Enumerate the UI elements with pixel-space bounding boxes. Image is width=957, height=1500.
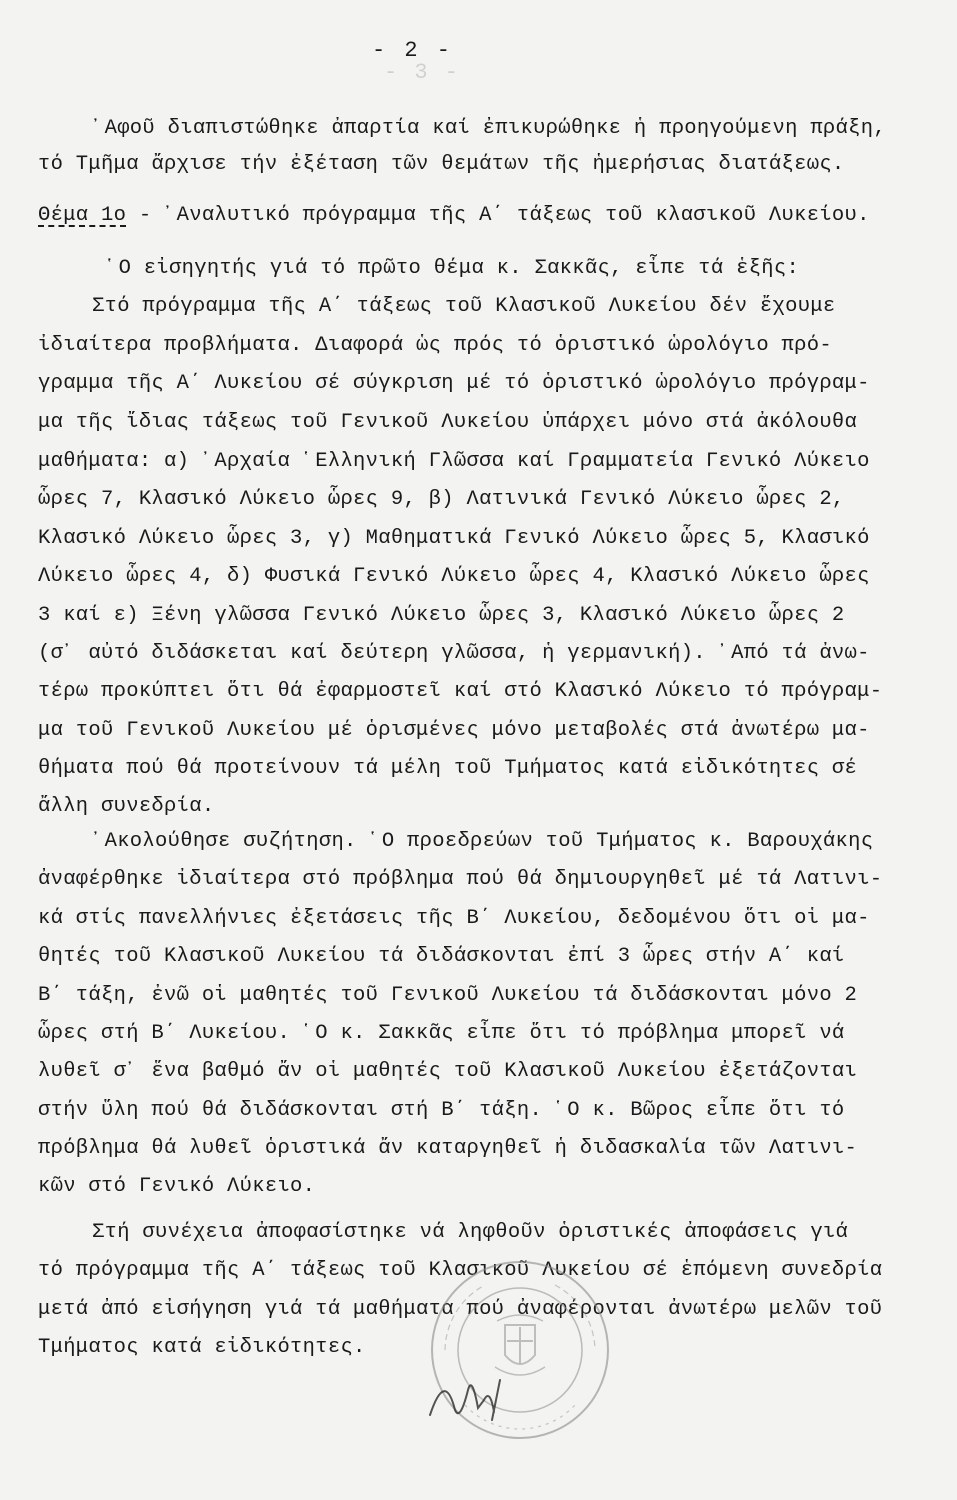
text-line: λυθεῖ σ᾿ ἕνα βαθμό ἄν οἱ μαθητές τοῦ Κλασικοῦ Λυκείου ἐξετάζονται: [38, 1060, 858, 1083]
text-line: τό Τμῆμα ἄρχισε τήν ἐξέταση τῶν θεμάτων τῆς ἡμερήσιας διατάξεως.: [38, 153, 845, 176]
theme-label: Θέμα 1ο: [38, 204, 127, 227]
text-line: μα τοῦ Γενικοῦ Λυκείου μέ ὁρισμένες μόνο μεταβολές στά ἀνωτέρω μα-: [38, 719, 870, 742]
text-line: γραμμα τῆς Α΄ Λυκείου σέ σύγκριση μέ τό ὁριστικό ὡρολόγιο πρόγραμ-: [38, 372, 870, 395]
text-line: μα τῆς ἴδιας τάξεως τοῦ Γενικοῦ Λυκείου ὑπάρχει μόνο στά ἀκόλουθα: [38, 411, 858, 434]
text-line: 3 καί ε) Ξένη γλῶσσα Γενικό Λύκειο ὧρες 3, Κλασικό Λύκειο ὧρες 2: [38, 604, 845, 627]
text-line: ἰδιαίτερα προβλήματα. Διαφορά ὡς πρός τό ὁριστικό ὡρολόγιο πρό-: [38, 334, 832, 357]
text-line: μαθήματα: α) ᾿Αρχαία ῾Ελληνική Γλῶσσα καί Γραμματεία Γενικό Λύκειο: [38, 450, 870, 473]
text-line: Στό πρόγραμμα τῆς Α΄ τάξεως τοῦ Κλασικοῦ Λυκείου δέν ἔχουμε: [92, 295, 836, 318]
text-line: Β΄ τάξη, ἐνῶ οἱ μαθητές τοῦ Γενικοῦ Λυκείου τά διδάσκονται μόνο 2: [38, 984, 858, 1007]
text-line: κά στίς πανελλήνιες ἐξετάσεις τῆς Β΄ Λυκείου, δεδομένου ὅτι οἱ μα-: [38, 907, 870, 930]
theme-heading: [38, 203, 870, 229]
text-line: (σ᾿ αὐτό διδάσκεται καί δεύτερη γλῶσσα, ἡ γερμανική). ᾿Από τά ἀνω-: [38, 642, 870, 665]
text-line: θήματα πού θά προτείνουν τά μέλη τοῦ Τμήματος κατά εἰδικότητες σέ: [38, 757, 858, 780]
text-line: ὧρες 7, Κλασικό Λύκειο ὧρες 9, β) Λατινικά Γενικό Λύκειο ὧρες 2,: [38, 488, 845, 511]
text-line: Τμήματος κατά εἰδικότητες.: [38, 1336, 366, 1359]
text-line: ἀναφέρθηκε ἰδιαίτερα στό πρόβλημα πού θά δημιουργηθεῖ μέ τά Λατινι-: [38, 868, 883, 891]
theme-title: - ᾿Αναλυτικό πρόγραμμα τῆς Α΄ τάξεως τοῦ κλασικοῦ Λυκείου.: [126, 204, 870, 227]
text-line: κῶν στό Γενικό Λύκειο.: [38, 1175, 316, 1198]
text-line: Κλασικό Λύκειο ὧρες 3, γ) Μαθηματικά Γενικό Λύκειο ὧρες 5, Κλασικό: [38, 527, 870, 550]
text-line: τό πρόγραμμα τῆς Α΄ τάξεως τοῦ Κλασικοῦ Λυκείου σέ ἑπόμενη συνεδρία: [38, 1259, 883, 1282]
text-line: πρόβλημα θά λυθεῖ ὁριστικά ἄν καταργηθεῖ ἡ διδασκαλία τῶν Λατινι-: [38, 1137, 858, 1160]
text-line: ὧρες στή Β΄ Λυκείου. ῾Ο κ. Σακκᾶς εἶπε ὅτι τό πρόβλημα μπορεῖ νά: [38, 1022, 845, 1045]
text-line: τέρω προκύπτει ὅτι θά ἐφαρμοστεῖ καί στό Κλασικό Λύκειο τό πρόγραμ-: [38, 680, 883, 703]
bleed-through-page-number: - 3 -: [384, 60, 461, 85]
text-line: Στή συνέχεια ἀποφασίστηκε νά ληφθοῦν ὁριστικές ἀποφάσεις γιά: [92, 1221, 849, 1244]
page-number: - 2 -: [372, 38, 454, 63]
text-line: ᾿Αφοῦ διαπιστώθηκε ἀπαρτία καί ἐπικυρώθηκε ἡ προηγούμενη πράξη,: [92, 117, 886, 140]
text-line: Λύκειο ὧρες 4, δ) Φυσικά Γενικό Λύκειο ὧρες 4, Κλασικό Λύκειο ὧρες: [38, 565, 870, 588]
text-line: θητές τοῦ Κλασικοῦ Λυκείου τά διδάσκονται ἐπί 3 ὧρες στήν Α΄ καί: [38, 945, 845, 968]
text-line: στήν ὕλη πού θά διδάσκονται στή Β΄ τάξη. ῾Ο κ. Βῶρος εἶπε ὅτι τό: [38, 1099, 845, 1122]
text-line: ᾿Ακολούθησε συζήτηση. ῾Ο προεδρεύων τοῦ Τμήματος κ. Βαρουχάκης: [92, 830, 874, 853]
handwritten-signature: [420, 1360, 540, 1430]
text-line: ἄλλη συνεδρία.: [38, 795, 215, 818]
text-line: μετά ἀπό εἰσήγηση γιά τά μαθήματα πού ἀναφέρονται ἀνωτέρω μελῶν τοῦ: [38, 1298, 883, 1321]
text-line: ῾Ο εἰσηγητής γιά τό πρῶτο θέμα κ. Σακκᾶς, εἶπε τά ἑξῆς:: [106, 257, 800, 280]
